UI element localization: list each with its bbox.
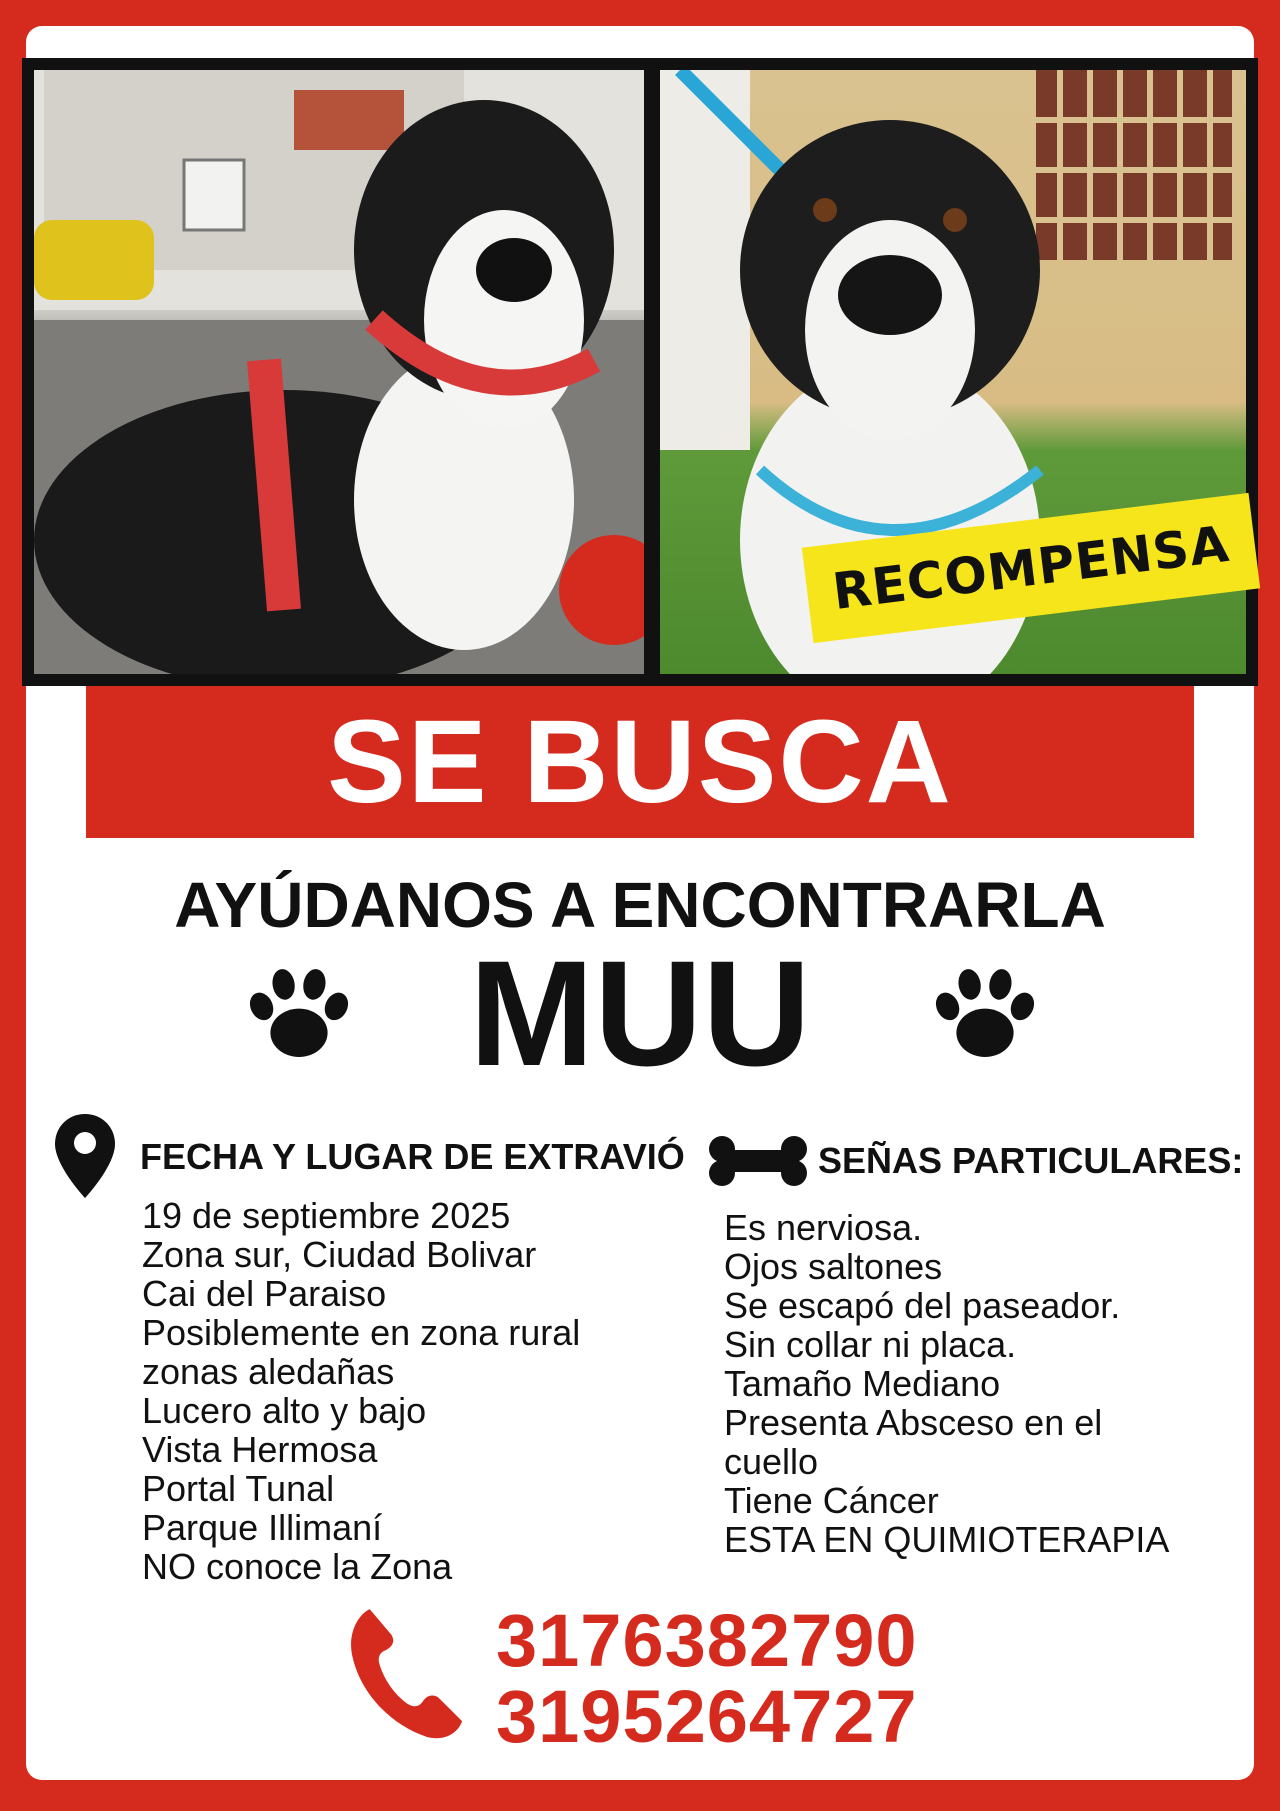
features-list: [724, 1208, 1169, 1559]
lost-info-title: FECHA Y LUGAR DE EXTRAVIÓ: [140, 1136, 685, 1177]
features-title: SEÑAS PARTICULARES:: [818, 1140, 1244, 1181]
reward-sticker: RECOMPENSA: [802, 493, 1260, 643]
list-item: Presenta Absceso en el: [724, 1402, 1103, 1443]
pet-name: MUU: [469, 929, 811, 1097]
list-item: Cai del Paraiso: [142, 1273, 387, 1314]
list-item: Ojos saltones: [724, 1246, 943, 1287]
list-item: Es nerviosa.: [724, 1207, 923, 1248]
phone-icon: [348, 1602, 466, 1742]
list-item: Vista Hermosa: [142, 1429, 378, 1470]
list-item: ESTA EN QUIMIOTERAPIA: [724, 1519, 1170, 1560]
list-item: Portal Tunal: [142, 1468, 335, 1509]
phone-number[interactable]: 3176382790: [496, 1599, 918, 1682]
list-item: Sin collar ni placa.: [724, 1324, 1017, 1365]
location-pin-icon: [54, 1114, 116, 1198]
bone-icon: [708, 1134, 808, 1188]
list-item: Se escapó del paseador.: [724, 1285, 1121, 1326]
list-item: Lucero alto y bajo: [142, 1390, 427, 1431]
list-item: Tamaño Mediano: [724, 1363, 1001, 1404]
list-item: NO conoce la Zona: [142, 1546, 453, 1587]
list-item: Posiblemente en zona rural: [142, 1312, 581, 1353]
list-item: 19 de septiembre 2025: [142, 1195, 511, 1236]
list-item: cuello: [724, 1441, 819, 1482]
list-item: Zona sur, Ciudad Bolivar: [142, 1234, 537, 1275]
lost-info-list: [142, 1196, 580, 1586]
list-item: Parque Illimaní: [142, 1507, 383, 1548]
dog-photo-left: [34, 70, 644, 674]
list-item: zonas aledañas: [142, 1351, 395, 1392]
subtitle: AYÚDANOS A ENCONTRARLA: [174, 869, 1106, 941]
wanted-banner: SE BUSCA: [86, 686, 1194, 838]
phone-number[interactable]: 3195264727: [496, 1675, 918, 1758]
list-item: Tiene Cáncer: [724, 1480, 939, 1521]
